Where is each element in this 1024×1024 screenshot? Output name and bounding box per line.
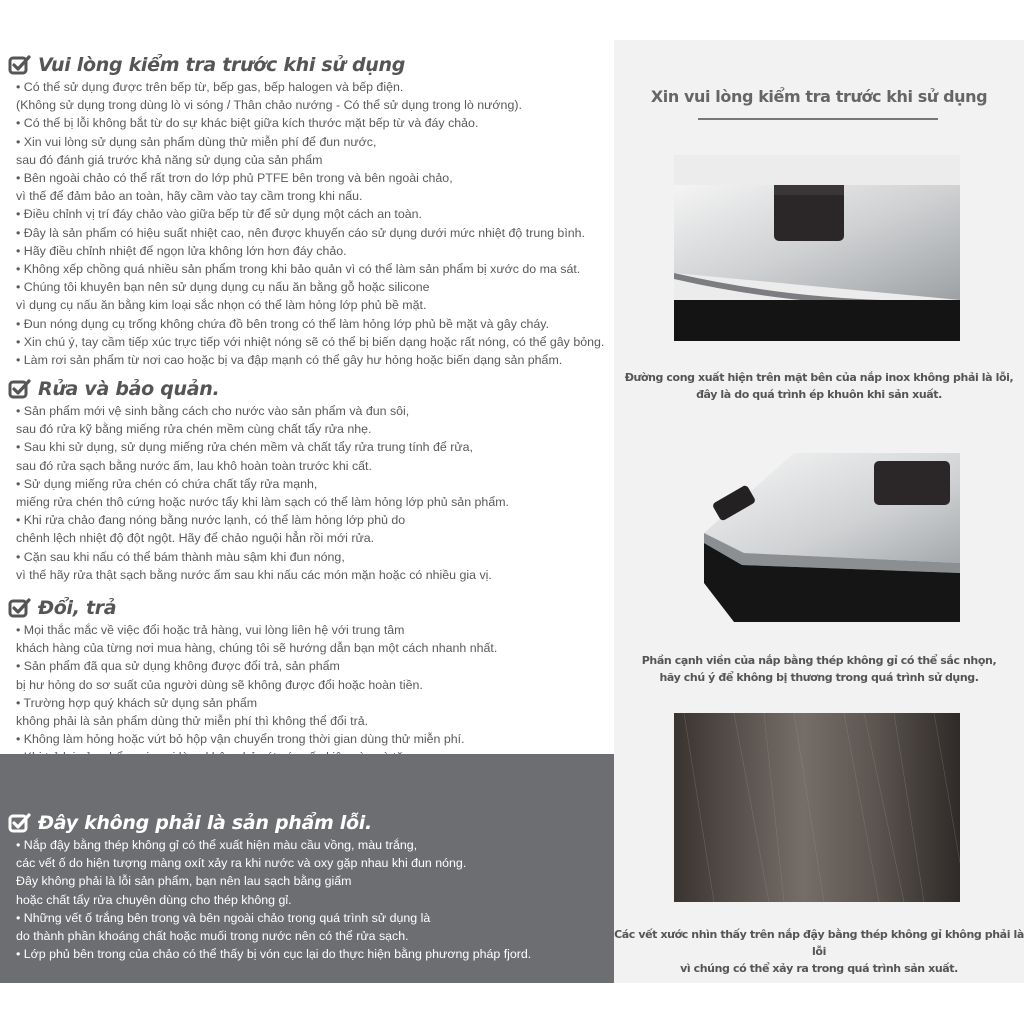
lid-edge-photo <box>674 433 960 622</box>
caption-3-line-2: vì chúng có thể xảy ra trong quá trình sản xuất. <box>680 962 958 975</box>
text-line: • Đây là sản phẩm có hiệu suất nhiệt cao, nên được khuyến cáo sử dụng dưới mức nhiệt độ trung bình. <box>16 225 585 240</box>
text-line: • Hãy điều chỉnh nhiệt để ngọn lửa không lớn hơn đáy chảo. <box>16 243 347 258</box>
text-line: khách hàng của từng nơi mua hàng, chúng tôi sẽ hướng dẫn bạn một cách nhanh nhất. <box>16 641 498 656</box>
text-line: các vết ố do hiện tượng màng oxít xảy ra khi nước và oxy gặp nhau khi đun nóng. <box>16 856 467 871</box>
text-line: miếng rửa chén thô cứng hoặc nước tẩy khi làm sạch có thể làm hỏng lớp phủ sản phẩm. <box>16 495 509 510</box>
text-line: • Sản phẩm đã qua sử dụng không được đổi trả, sản phẩm <box>16 659 340 674</box>
text-line: sau đó đánh giá trước khả năng sử dụng của sản phẩm <box>16 152 323 167</box>
caption-2 <box>614 652 1024 686</box>
check-section-lines <box>0 78 614 369</box>
text-line: sau đó rửa sạch bằng nước ấm, lau khô hoàn toàn trước khi cất. <box>16 458 372 473</box>
caption-3-line-1: Các vết xước nhìn thấy trên nắp đậy bằng thép không gỉ không phải là lỗi <box>614 928 1024 958</box>
defect-box <box>0 754 614 983</box>
defect-section-lines <box>0 836 614 963</box>
defect-section <box>0 810 614 963</box>
text-line: • Lớp phủ bên trong của chảo có thể thấy bị vón cục lại do thực hiện bằng phương pháp fjord. <box>16 947 532 962</box>
text-line: do thành phần khoáng chất hoặc muối trong nước nên có thể rửa sạch. <box>16 929 409 944</box>
lid-scratch-photo <box>674 713 960 902</box>
text-line: Đây không phải là lỗi sản phẩm, bạn nên lau sạch bằng giấm <box>16 874 352 889</box>
text-line: • Đun nóng dụng cụ trống không chứa đồ bên trong có thể làm hỏng lớp phủ bề mặt và gây cháy. <box>16 316 550 331</box>
text-line: không phải là sản phẩm dùng thử miễn phí thì không thể đổi trả. <box>16 714 369 729</box>
text-line: (Không sử dụng trong dùng lò vi sóng / Thân chảo nướng - Có thể sử dụng trong lò nướng). <box>16 98 522 113</box>
text-line: • Chúng tôi khuyên bạn nên sử dụng dụng cụ nấu ăn bằng gỗ hoặc silicone <box>16 280 430 295</box>
text-line: hoặc chất tẩy rửa chuyên dùng cho thép không gỉ. <box>16 892 292 907</box>
text-line: • Xin chú ý, tay cầm tiếp xúc trực tiếp với nhiệt nóng sẽ có thể bị biến dạng hoặc rất nóng, có thể gây bỏng. <box>16 334 605 349</box>
right-column <box>614 40 1024 983</box>
wash-section-header <box>0 376 614 402</box>
text-line: • Có thể bị lỗi không bắt từ do sự khác biệt giữa kích thước mặt bếp từ và đáy chảo. <box>16 116 479 131</box>
text-line: • Bên ngoài chảo có thể rất trơn do lớp phủ PTFE bên trong và bên ngoài chảo, <box>16 171 453 186</box>
text-line: • Cặn sau khi nấu có thể bám thành màu sậm khi đun nóng, <box>16 549 345 564</box>
lid-curve-photo <box>674 155 960 341</box>
text-line: vì thế hãy rửa thật sạch bằng nước ấm sau khi nấu các món mặn hoặc có nhiều gia vị. <box>16 567 492 582</box>
right-title: Xin vui lòng kiểm tra trước khi sử dụng <box>650 87 988 106</box>
caption-2-line-2: hãy chú ý để không bị thương trong quá trình sử dụng. <box>659 671 979 684</box>
text-line: vì dụng cụ nấu ăn bằng kim loại sắc nhọn có thể làm hỏng lớp phủ bề mặt. <box>16 298 427 313</box>
text-line: • Điều chỉnh vị trí đáy chảo vào giữa bếp từ để sử dụng một cách an toàn. <box>16 207 422 222</box>
text-line: • Không làm hỏng hoặc vứt bỏ hộp vận chuyển trong thời gian dùng thử miễn phí. <box>16 732 465 747</box>
return-section-title: Đổi, trả <box>38 597 117 619</box>
caption-3 <box>614 926 1024 977</box>
caption-1-line-2: đây là do quá trình ép khuôn khi sản xuất. <box>696 388 942 401</box>
text-line: • Sau khi sử dụng, sử dụng miếng rửa chén mềm và chất tẩy rửa trung tính để rửa, <box>16 440 473 455</box>
caption-1-line-1: Đường cong xuất hiện trên mặt bên của nắp inox không phải là lỗi, <box>624 371 1014 384</box>
defect-section-title: Đây không phải là sản phẩm lỗi. <box>38 812 372 834</box>
wash-section <box>0 376 614 584</box>
checkbox-check-icon <box>8 378 32 400</box>
checkbox-check-icon <box>8 597 32 619</box>
check-section-header <box>0 52 614 78</box>
text-line: chênh lệch nhiệt độ đột ngột. Hãy để chảo nguội hẳn rồi mới rửa. <box>16 531 375 546</box>
text-line: • Mọi thắc mắc về việc đổi hoặc trả hàng, vui lòng liên hệ với trung tâm <box>16 623 405 637</box>
text-line: vì thế để đảm bảo an toàn, hãy cầm vào tay cầm trong khi nấu. <box>16 189 363 204</box>
text-line: • Những vết ố trắng bên trong và bên ngoài chảo trong quá trình sử dụng là <box>16 910 431 925</box>
wash-section-lines <box>0 402 614 584</box>
text-line: • Làm rơi sản phẩm từ nơi cao hoặc bị va đập mạnh có thể gây hư hỏng hoặc biến dạng sản phẩm. <box>16 353 563 368</box>
caption-1 <box>614 369 1024 403</box>
text-line: sau đó rửa kỹ bằng miếng rửa chén mềm cùng chất tẩy rửa nhẹ. <box>16 422 372 437</box>
defect-section-header <box>0 810 614 836</box>
text-line: • Trường hợp quý khách sử dụng sản phẩm <box>16 695 258 710</box>
text-line: • Xin vui lòng sử dụng sản phẩm dùng thử miễn phí để đun nước, <box>16 134 377 149</box>
text-line: • Không xếp chồng quá nhiều sản phẩm trong khi bảo quản vì có thể làm sản phẩm bị xước do ma sát. <box>16 262 581 277</box>
text-line: • Khi rửa chảo đang nóng bằng nước lạnh, có thể làm hỏng lớp phủ do <box>16 513 406 528</box>
text-line: • Sản phẩm mới vệ sinh bằng cách cho nước vào sản phẩm và đun sôi, <box>16 404 410 418</box>
wash-section-title: Rửa và bảo quản. <box>38 378 220 400</box>
return-section-header <box>0 595 614 621</box>
text-line: • Sử dụng miếng rửa chén có chứa chất tẩy rửa mạnh, <box>16 476 318 491</box>
check-section-title: Vui lòng kiểm tra trước khi sử dụng <box>38 54 406 76</box>
checkbox-check-icon <box>8 812 32 834</box>
caption-2-line-1: Phần cạnh viền của nắp bằng thép không gỉ có thể sắc nhọn, <box>641 654 997 667</box>
title-underline <box>698 118 938 120</box>
checkbox-check-icon <box>8 54 32 76</box>
text-line: • Nắp đậy bằng thép không gỉ có thể xuất hiện màu cầu vồng, màu trắng, <box>16 838 418 852</box>
text-line: bị hư hỏng do sơ suất của người dùng sẽ không được đổi hoặc hoàn tiền. <box>16 677 423 692</box>
check-section <box>0 52 614 369</box>
text-line: • Có thể sử dụng được trên bếp từ, bếp gas, bếp halogen và bếp điện. <box>16 80 404 94</box>
